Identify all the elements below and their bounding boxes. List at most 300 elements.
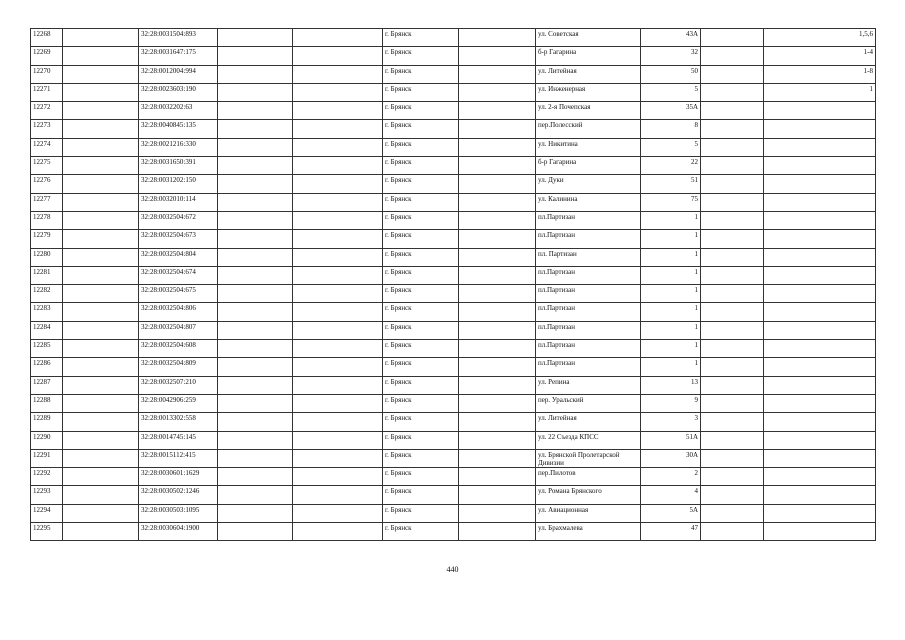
- table-row: [31, 175, 876, 193]
- empty-cell: [459, 47, 536, 65]
- empty-cell: [63, 486, 139, 504]
- empty-cell: [63, 83, 139, 101]
- street-cell: пл.Партизан: [536, 321, 641, 339]
- empty-cell: [63, 303, 139, 321]
- table-row: [31, 83, 876, 101]
- house-number-cell: 50: [641, 65, 701, 83]
- empty-cell: [701, 175, 764, 193]
- apartments-cell: [764, 468, 876, 486]
- cadastral-number-cell: 32:28:0042906:259: [139, 394, 218, 412]
- empty-cell: [63, 47, 139, 65]
- street-cell: пл.Партизан: [536, 211, 641, 229]
- empty-cell: [218, 266, 293, 284]
- cadastral-number-cell: 32:28:0032202:63: [139, 102, 218, 120]
- row-number-cell: 12288: [31, 394, 63, 412]
- table-row: [31, 394, 876, 412]
- empty-cell: [63, 65, 139, 83]
- table-row: [31, 120, 876, 138]
- house-number-cell: 5: [641, 138, 701, 156]
- empty-cell: [218, 138, 293, 156]
- street-cell: ул. Брахмалева: [536, 523, 641, 541]
- empty-cell: [701, 358, 764, 376]
- empty-cell: [218, 376, 293, 394]
- house-number-cell: 47: [641, 523, 701, 541]
- empty-cell: [459, 303, 536, 321]
- table-row: [31, 486, 876, 504]
- street-cell: пл.Партизан: [536, 285, 641, 303]
- empty-cell: [293, 285, 383, 303]
- cadastral-number-cell: 32:28:0032504:807: [139, 321, 218, 339]
- row-number-cell: 12289: [31, 413, 63, 431]
- row-number-cell: 12275: [31, 157, 63, 175]
- house-number-cell: 5А: [641, 504, 701, 522]
- street-cell: ул. Репина: [536, 376, 641, 394]
- empty-cell: [701, 230, 764, 248]
- city-cell: г. Брянск: [383, 248, 459, 266]
- empty-cell: [218, 358, 293, 376]
- empty-cell: [459, 321, 536, 339]
- house-number-cell: 2: [641, 468, 701, 486]
- row-number-cell: 12273: [31, 120, 63, 138]
- empty-cell: [293, 376, 383, 394]
- house-number-cell: 51А: [641, 431, 701, 449]
- empty-cell: [293, 358, 383, 376]
- empty-cell: [459, 358, 536, 376]
- apartments-cell: [764, 120, 876, 138]
- apartments-cell: [764, 138, 876, 156]
- city-cell: г. Брянск: [383, 120, 459, 138]
- city-cell: г. Брянск: [383, 138, 459, 156]
- apartments-cell: [764, 193, 876, 211]
- table-row: [31, 29, 876, 47]
- empty-cell: [63, 413, 139, 431]
- table-row: [31, 65, 876, 83]
- street-cell: ул. Никитина: [536, 138, 641, 156]
- house-number-cell: 1: [641, 230, 701, 248]
- apartments-cell: [764, 340, 876, 358]
- apartments-cell: 1,5,6: [764, 29, 876, 47]
- empty-cell: [701, 523, 764, 541]
- cadastral-number-cell: 32:28:0040845:135: [139, 120, 218, 138]
- house-number-cell: 4: [641, 486, 701, 504]
- empty-cell: [459, 413, 536, 431]
- row-number-cell: 12283: [31, 303, 63, 321]
- house-number-cell: 1: [641, 285, 701, 303]
- house-number-cell: 1: [641, 358, 701, 376]
- empty-cell: [459, 394, 536, 412]
- empty-cell: [218, 83, 293, 101]
- empty-cell: [701, 211, 764, 229]
- empty-cell: [701, 468, 764, 486]
- house-number-cell: 1: [641, 340, 701, 358]
- empty-cell: [63, 285, 139, 303]
- empty-cell: [459, 523, 536, 541]
- empty-cell: [218, 230, 293, 248]
- empty-cell: [459, 431, 536, 449]
- city-cell: г. Брянск: [383, 376, 459, 394]
- empty-cell: [218, 449, 293, 467]
- empty-cell: [293, 175, 383, 193]
- city-cell: г. Брянск: [383, 211, 459, 229]
- registry-table-body: [31, 29, 876, 541]
- city-cell: г. Брянск: [383, 468, 459, 486]
- house-number-cell: 43А: [641, 29, 701, 47]
- empty-cell: [293, 431, 383, 449]
- cadastral-number-cell: 32:28:0030601:1629: [139, 468, 218, 486]
- empty-cell: [218, 486, 293, 504]
- cadastral-number-cell: 32:28:0032504:675: [139, 285, 218, 303]
- cadastral-number-cell: 32:28:0030502:1246: [139, 486, 218, 504]
- cadastral-number-cell: 32:28:0015112:415: [139, 449, 218, 467]
- empty-cell: [63, 340, 139, 358]
- house-number-cell: 51: [641, 175, 701, 193]
- empty-cell: [701, 157, 764, 175]
- empty-cell: [293, 120, 383, 138]
- table-row: [31, 358, 876, 376]
- table-row: [31, 303, 876, 321]
- row-number-cell: 12290: [31, 431, 63, 449]
- street-cell: пер. Уральский: [536, 394, 641, 412]
- apartments-cell: [764, 266, 876, 284]
- empty-cell: [701, 394, 764, 412]
- apartments-cell: [764, 175, 876, 193]
- empty-cell: [701, 413, 764, 431]
- empty-cell: [63, 266, 139, 284]
- row-number-cell: 12295: [31, 523, 63, 541]
- empty-cell: [293, 230, 383, 248]
- apartments-cell: 1-8: [764, 65, 876, 83]
- row-number-cell: 12292: [31, 468, 63, 486]
- empty-cell: [701, 340, 764, 358]
- table-row: [31, 340, 876, 358]
- empty-cell: [63, 449, 139, 467]
- street-cell: пер.Полесский: [536, 120, 641, 138]
- city-cell: г. Брянск: [383, 193, 459, 211]
- row-number-cell: 12271: [31, 83, 63, 101]
- empty-cell: [459, 468, 536, 486]
- empty-cell: [459, 211, 536, 229]
- empty-cell: [218, 175, 293, 193]
- row-number-cell: 12270: [31, 65, 63, 83]
- empty-cell: [701, 102, 764, 120]
- street-cell: ул. Советская: [536, 29, 641, 47]
- empty-cell: [293, 394, 383, 412]
- city-cell: г. Брянск: [383, 413, 459, 431]
- apartments-cell: [764, 285, 876, 303]
- apartments-cell: [764, 358, 876, 376]
- empty-cell: [459, 376, 536, 394]
- empty-cell: [293, 65, 383, 83]
- empty-cell: [293, 413, 383, 431]
- empty-cell: [218, 102, 293, 120]
- empty-cell: [218, 157, 293, 175]
- row-number-cell: 12285: [31, 340, 63, 358]
- city-cell: г. Брянск: [383, 65, 459, 83]
- apartments-cell: [764, 376, 876, 394]
- street-cell: ул. Калинина: [536, 193, 641, 211]
- empty-cell: [218, 413, 293, 431]
- empty-cell: [459, 83, 536, 101]
- table-row: [31, 230, 876, 248]
- apartments-cell: [764, 102, 876, 120]
- city-cell: г. Брянск: [383, 523, 459, 541]
- house-number-cell: 35А: [641, 102, 701, 120]
- empty-cell: [459, 120, 536, 138]
- empty-cell: [459, 486, 536, 504]
- empty-cell: [63, 431, 139, 449]
- house-number-cell: 8: [641, 120, 701, 138]
- table-row: [31, 138, 876, 156]
- cadastral-number-cell: 32:28:0014745:145: [139, 431, 218, 449]
- empty-cell: [701, 431, 764, 449]
- row-number-cell: 12280: [31, 248, 63, 266]
- table-row: [31, 211, 876, 229]
- street-cell: пл.Партизан: [536, 358, 641, 376]
- table-row: [31, 248, 876, 266]
- cadastral-number-cell: 32:28:0031504:893: [139, 29, 218, 47]
- apartments-cell: 1: [764, 83, 876, 101]
- row-number-cell: 12284: [31, 321, 63, 339]
- empty-cell: [218, 29, 293, 47]
- empty-cell: [459, 102, 536, 120]
- empty-cell: [459, 266, 536, 284]
- row-number-cell: 12281: [31, 266, 63, 284]
- empty-cell: [701, 504, 764, 522]
- house-number-cell: 30А: [641, 449, 701, 467]
- cadastral-number-cell: 32:28:0013302:558: [139, 413, 218, 431]
- street-cell: ул. Авиационная: [536, 504, 641, 522]
- table-row: [31, 193, 876, 211]
- empty-cell: [63, 102, 139, 120]
- apartments-cell: [764, 449, 876, 467]
- cadastral-number-cell: 32:28:0021216:330: [139, 138, 218, 156]
- empty-cell: [701, 321, 764, 339]
- street-cell: пер.Пилотов: [536, 468, 641, 486]
- house-number-cell: 1: [641, 211, 701, 229]
- empty-cell: [701, 266, 764, 284]
- empty-cell: [63, 394, 139, 412]
- row-number-cell: 12276: [31, 175, 63, 193]
- empty-cell: [63, 193, 139, 211]
- empty-cell: [63, 523, 139, 541]
- table-row: [31, 376, 876, 394]
- city-cell: г. Брянск: [383, 486, 459, 504]
- cadastral-number-cell: 32:28:0032504:673: [139, 230, 218, 248]
- cadastral-number-cell: 32:28:0032504:806: [139, 303, 218, 321]
- house-number-cell: 3: [641, 413, 701, 431]
- row-number-cell: 12268: [31, 29, 63, 47]
- cadastral-number-cell: 32:28:0031650:391: [139, 157, 218, 175]
- empty-cell: [293, 523, 383, 541]
- empty-cell: [701, 486, 764, 504]
- city-cell: г. Брянск: [383, 358, 459, 376]
- cadastral-number-cell: 32:28:0032504:804: [139, 248, 218, 266]
- house-number-cell: 9: [641, 394, 701, 412]
- empty-cell: [63, 175, 139, 193]
- city-cell: г. Брянск: [383, 431, 459, 449]
- street-cell: ул. Литейная: [536, 65, 641, 83]
- empty-cell: [63, 138, 139, 156]
- empty-cell: [459, 449, 536, 467]
- row-number-cell: 12274: [31, 138, 63, 156]
- empty-cell: [701, 285, 764, 303]
- house-number-cell: 5: [641, 83, 701, 101]
- street-cell: пл.Партизан: [536, 266, 641, 284]
- row-number-cell: 12279: [31, 230, 63, 248]
- row-number-cell: 12287: [31, 376, 63, 394]
- table-row: [31, 504, 876, 522]
- street-cell: б-р Гагарина: [536, 157, 641, 175]
- empty-cell: [459, 138, 536, 156]
- empty-cell: [218, 285, 293, 303]
- city-cell: г. Брянск: [383, 102, 459, 120]
- empty-cell: [459, 29, 536, 47]
- cadastral-number-cell: 32:28:0032010:114: [139, 193, 218, 211]
- house-number-cell: 22: [641, 157, 701, 175]
- page-number: 440: [446, 565, 459, 574]
- empty-cell: [293, 29, 383, 47]
- city-cell: г. Брянск: [383, 340, 459, 358]
- empty-cell: [459, 175, 536, 193]
- empty-cell: [218, 523, 293, 541]
- row-number-cell: 12282: [31, 285, 63, 303]
- empty-cell: [459, 285, 536, 303]
- cadastral-number-cell: 32:28:0023603:190: [139, 83, 218, 101]
- row-number-cell: 12286: [31, 358, 63, 376]
- empty-cell: [218, 303, 293, 321]
- empty-cell: [293, 138, 383, 156]
- house-number-cell: 1: [641, 266, 701, 284]
- empty-cell: [63, 120, 139, 138]
- apartments-cell: [764, 431, 876, 449]
- empty-cell: [701, 65, 764, 83]
- empty-cell: [701, 303, 764, 321]
- empty-cell: [701, 29, 764, 47]
- cadastral-number-cell: 32:28:0031202:150: [139, 175, 218, 193]
- empty-cell: [293, 340, 383, 358]
- table-row: [31, 157, 876, 175]
- empty-cell: [63, 248, 139, 266]
- empty-cell: [459, 65, 536, 83]
- empty-cell: [218, 340, 293, 358]
- street-cell: б-р Гагарина: [536, 47, 641, 65]
- empty-cell: [293, 449, 383, 467]
- empty-cell: [218, 468, 293, 486]
- table-row: [31, 47, 876, 65]
- city-cell: г. Брянск: [383, 83, 459, 101]
- empty-cell: [293, 211, 383, 229]
- empty-cell: [63, 321, 139, 339]
- empty-cell: [293, 193, 383, 211]
- empty-cell: [218, 431, 293, 449]
- empty-cell: [218, 120, 293, 138]
- city-cell: г. Брянск: [383, 47, 459, 65]
- street-cell: ул. Инженерная: [536, 83, 641, 101]
- empty-cell: [293, 83, 383, 101]
- city-cell: г. Брянск: [383, 266, 459, 284]
- row-number-cell: 12272: [31, 102, 63, 120]
- street-cell: ул. Романа Брянского: [536, 486, 641, 504]
- empty-cell: [63, 504, 139, 522]
- city-cell: г. Брянск: [383, 394, 459, 412]
- empty-cell: [293, 266, 383, 284]
- city-cell: г. Брянск: [383, 321, 459, 339]
- empty-cell: [63, 376, 139, 394]
- registry-table: [30, 28, 876, 541]
- cadastral-number-cell: 32:28:0030604:1900: [139, 523, 218, 541]
- street-cell: ул. 2-я Почепская: [536, 102, 641, 120]
- apartments-cell: [764, 303, 876, 321]
- house-number-cell: 1: [641, 248, 701, 266]
- street-cell: пл.Партизан: [536, 230, 641, 248]
- city-cell: г. Брянск: [383, 29, 459, 47]
- city-cell: г. Брянск: [383, 504, 459, 522]
- empty-cell: [293, 504, 383, 522]
- empty-cell: [701, 138, 764, 156]
- empty-cell: [293, 486, 383, 504]
- city-cell: г. Брянск: [383, 175, 459, 193]
- empty-cell: [63, 211, 139, 229]
- street-cell: ул. 22 Съезда КПСС: [536, 431, 641, 449]
- row-number-cell: 12277: [31, 193, 63, 211]
- apartments-cell: [764, 157, 876, 175]
- empty-cell: [459, 157, 536, 175]
- apartments-cell: [764, 248, 876, 266]
- empty-cell: [218, 394, 293, 412]
- row-number-cell: 12291: [31, 449, 63, 467]
- empty-cell: [63, 157, 139, 175]
- table-row: [31, 102, 876, 120]
- empty-cell: [459, 193, 536, 211]
- street-cell: пл.Партизан: [536, 303, 641, 321]
- apartments-cell: [764, 504, 876, 522]
- apartments-cell: [764, 413, 876, 431]
- apartments-cell: [764, 211, 876, 229]
- cadastral-number-cell: 32:28:0012004:994: [139, 65, 218, 83]
- empty-cell: [701, 449, 764, 467]
- city-cell: г. Брянск: [383, 303, 459, 321]
- table-row: [31, 523, 876, 541]
- cadastral-number-cell: 32:28:0032504:674: [139, 266, 218, 284]
- cadastral-number-cell: 32:28:0031647:175: [139, 47, 218, 65]
- empty-cell: [701, 47, 764, 65]
- empty-cell: [701, 376, 764, 394]
- row-number-cell: 12278: [31, 211, 63, 229]
- apartments-cell: [764, 321, 876, 339]
- cadastral-number-cell: 32:28:0032504:809: [139, 358, 218, 376]
- city-cell: г. Брянск: [383, 157, 459, 175]
- empty-cell: [293, 468, 383, 486]
- table-row: [31, 321, 876, 339]
- house-number-cell: 13: [641, 376, 701, 394]
- row-number-cell: 12294: [31, 504, 63, 522]
- empty-cell: [63, 230, 139, 248]
- empty-cell: [459, 230, 536, 248]
- empty-cell: [459, 248, 536, 266]
- cadastral-number-cell: 32:28:0032507:210: [139, 376, 218, 394]
- empty-cell: [63, 468, 139, 486]
- empty-cell: [218, 47, 293, 65]
- empty-cell: [218, 65, 293, 83]
- empty-cell: [293, 157, 383, 175]
- street-cell: пл. Партизан: [536, 248, 641, 266]
- house-number-cell: 32: [641, 47, 701, 65]
- table-row: [31, 266, 876, 284]
- row-number-cell: 12293: [31, 486, 63, 504]
- empty-cell: [701, 193, 764, 211]
- apartments-cell: [764, 523, 876, 541]
- city-cell: г. Брянск: [383, 285, 459, 303]
